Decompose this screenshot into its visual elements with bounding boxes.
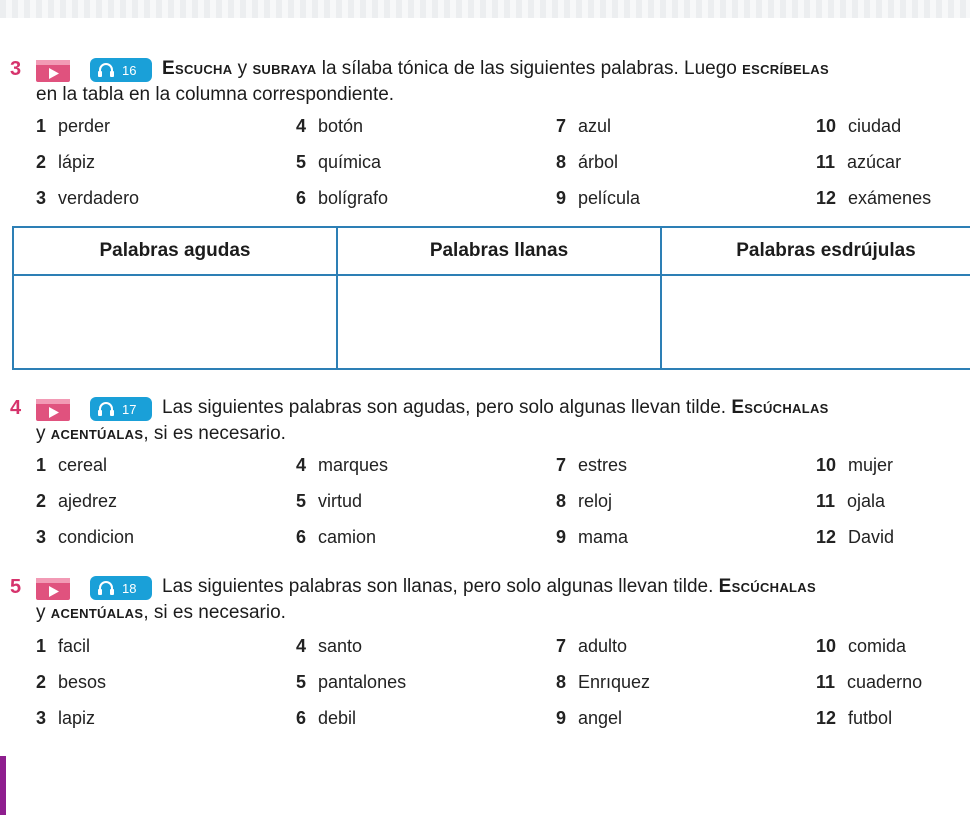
keyword: Escucha <box>162 58 233 79</box>
instruction-line-2 <box>36 602 286 624</box>
word-text: virtud <box>318 491 363 511</box>
word-item <box>816 491 885 512</box>
table-answer-row <box>13 275 970 369</box>
word-item <box>36 491 117 512</box>
word-item <box>556 455 627 476</box>
word-item <box>556 116 611 137</box>
video-play-icon[interactable] <box>36 60 70 82</box>
exercise-number: 4 <box>10 397 22 419</box>
word-item <box>556 527 628 548</box>
word-number: 4 <box>296 116 307 136</box>
word-number: 9 <box>556 527 567 547</box>
word-number: 7 <box>556 455 567 475</box>
exercise-number: 5 <box>10 576 22 598</box>
word-text: perder <box>58 116 111 136</box>
word-item <box>556 188 640 209</box>
exercise-header <box>0 54 970 105</box>
word-text: ciudad <box>848 116 902 136</box>
word-number: 6 <box>296 708 307 728</box>
word-number: 5 <box>296 152 307 172</box>
word-text: cereal <box>58 455 108 475</box>
word-text: bolígrafo <box>318 188 389 208</box>
word-text: reloj <box>578 491 613 511</box>
word-item <box>36 672 106 693</box>
video-play-icon[interactable] <box>36 399 70 421</box>
exercise-number: 3 <box>10 58 22 80</box>
instruction-line-1 <box>162 576 816 598</box>
video-play-icon[interactable] <box>36 578 70 600</box>
word-item <box>36 188 139 209</box>
word-number: 1 <box>36 455 47 475</box>
word-item <box>296 636 362 657</box>
word-text: camion <box>318 527 377 547</box>
word-item <box>36 152 95 173</box>
word-number: 9 <box>556 188 567 208</box>
word-text: facil <box>58 636 91 656</box>
word-text: mama <box>578 527 629 547</box>
word-text: lápiz <box>58 152 96 172</box>
word-number: 2 <box>36 672 47 692</box>
word-item <box>36 636 90 657</box>
word-text: mujer <box>848 455 894 475</box>
word-text: besos <box>58 672 107 692</box>
headphones-icon[interactable] <box>90 397 152 421</box>
word-text: lapiz <box>58 708 96 728</box>
text: y <box>36 602 51 623</box>
word-text: ajedrez <box>58 491 118 511</box>
word-number: 6 <box>296 527 307 547</box>
word-text: verdadero <box>58 188 140 208</box>
word-number: 4 <box>296 636 307 656</box>
instruction-line-2: en la tabla en la columna correspondiente. <box>36 84 395 105</box>
word-number: 8 <box>556 672 567 692</box>
word-item <box>816 455 893 476</box>
word-number: 5 <box>296 491 307 511</box>
word-text: santo <box>318 636 363 656</box>
text: , si es necesario. <box>143 423 286 444</box>
text: Las siguientes palabras son llanas, pero solo algunas llevan tilde. <box>162 576 719 597</box>
track-number: 16 <box>122 63 137 78</box>
word-item <box>816 116 901 137</box>
exercise-header <box>0 393 970 444</box>
word-item <box>296 672 406 693</box>
word-item <box>296 152 381 173</box>
answer-cell-agudas[interactable] <box>13 275 337 369</box>
word-item <box>36 708 95 729</box>
word-number: 10 <box>816 116 837 136</box>
word-item <box>296 527 376 548</box>
word-number: 12 <box>816 188 837 208</box>
word-text: cuaderno <box>847 672 923 692</box>
word-number: 8 <box>556 152 567 172</box>
word-text: película <box>578 188 641 208</box>
track-number: 18 <box>122 581 137 596</box>
word-text: futbol <box>848 708 893 728</box>
word-text: angel <box>578 708 623 728</box>
track-number: 17 <box>122 402 137 417</box>
syllable-table <box>12 226 970 370</box>
keyword: escríbelas <box>742 58 829 79</box>
header-agudas: Palabras agudas <box>13 227 337 275</box>
word-item <box>36 527 134 548</box>
exercise-4 <box>0 393 970 547</box>
word-number: 2 <box>36 152 47 172</box>
word-number: 12 <box>816 527 837 547</box>
instruction-line-1 <box>162 58 829 80</box>
exercise-5 <box>0 572 970 728</box>
word-item <box>816 708 892 729</box>
header-esdrujulas: Palabras esdrújulas <box>661 227 970 275</box>
word-item <box>296 455 388 476</box>
word-number: 1 <box>36 116 47 136</box>
word-text: pantalones <box>318 672 407 692</box>
word-number: 10 <box>816 636 837 656</box>
word-text: exámenes <box>848 188 932 208</box>
text: y <box>232 58 253 79</box>
word-number: 11 <box>816 672 836 692</box>
keyword: acentúalas <box>50 602 144 623</box>
word-text: árbol <box>578 152 619 172</box>
word-text: condicion <box>58 527 135 547</box>
word-item <box>296 491 362 512</box>
word-text: adulto <box>578 636 628 656</box>
word-item <box>816 672 922 693</box>
keyword: acentúalas <box>50 423 144 444</box>
word-number: 12 <box>816 708 837 728</box>
text: la sílaba tónica de las siguientes palabras. Luego <box>316 58 743 79</box>
text: Las siguientes palabras son agudas, pero solo algunas llevan tilde. <box>162 397 732 418</box>
word-text: Enrıquez <box>578 672 651 692</box>
top-strip <box>0 0 970 18</box>
exercise-3 <box>0 54 970 208</box>
word-text: comida <box>848 636 907 656</box>
word-number: 2 <box>36 491 47 511</box>
word-item <box>36 455 107 476</box>
table-header-row <box>13 227 970 275</box>
word-number: 3 <box>36 708 47 728</box>
headphones-icon[interactable] <box>90 576 152 600</box>
word-item <box>36 116 110 137</box>
word-text: marques <box>318 455 389 475</box>
word-number: 7 <box>556 116 567 136</box>
word-text: David <box>848 527 895 547</box>
answer-cell-esdrujulas[interactable] <box>661 275 970 369</box>
instruction-line-2 <box>36 423 286 445</box>
word-number: 1 <box>36 636 47 656</box>
word-item <box>816 636 906 657</box>
keyword: subraya <box>252 58 317 79</box>
word-number: 7 <box>556 636 567 656</box>
word-number: 11 <box>816 491 836 511</box>
text: , si es necesario. <box>143 602 286 623</box>
word-item <box>296 188 388 209</box>
word-item <box>816 152 901 173</box>
word-text: estres <box>578 455 628 475</box>
word-number: 3 <box>36 188 47 208</box>
page-margin-bar <box>0 756 6 815</box>
word-number: 6 <box>296 188 307 208</box>
word-text: botón <box>318 116 364 136</box>
word-item <box>296 116 363 137</box>
word-text: debil <box>318 708 357 728</box>
answer-cell-llanas[interactable] <box>337 275 661 369</box>
word-text: química <box>318 152 382 172</box>
word-item <box>816 188 931 209</box>
header-llanas: Palabras llanas <box>337 227 661 275</box>
word-number: 4 <box>296 455 307 475</box>
exercise-header <box>0 572 970 623</box>
word-item <box>556 672 650 693</box>
word-item <box>556 491 612 512</box>
word-item <box>556 152 618 173</box>
headphones-icon[interactable] <box>90 58 152 82</box>
text: y <box>36 423 51 444</box>
word-item <box>296 708 356 729</box>
word-number: 3 <box>36 527 47 547</box>
word-item <box>556 708 622 729</box>
word-number: 10 <box>816 455 837 475</box>
keyword: Escúchalas <box>718 576 816 597</box>
word-text: ojala <box>847 491 886 511</box>
word-text: azúcar <box>847 152 902 172</box>
word-number: 5 <box>296 672 307 692</box>
keyword: Escúchalas <box>731 397 829 418</box>
word-number: 9 <box>556 708 567 728</box>
word-item <box>556 636 627 657</box>
word-item <box>816 527 894 548</box>
word-text: azul <box>578 116 612 136</box>
word-number: 11 <box>816 152 836 172</box>
instruction-line-1 <box>162 397 829 419</box>
word-number: 8 <box>556 491 567 511</box>
